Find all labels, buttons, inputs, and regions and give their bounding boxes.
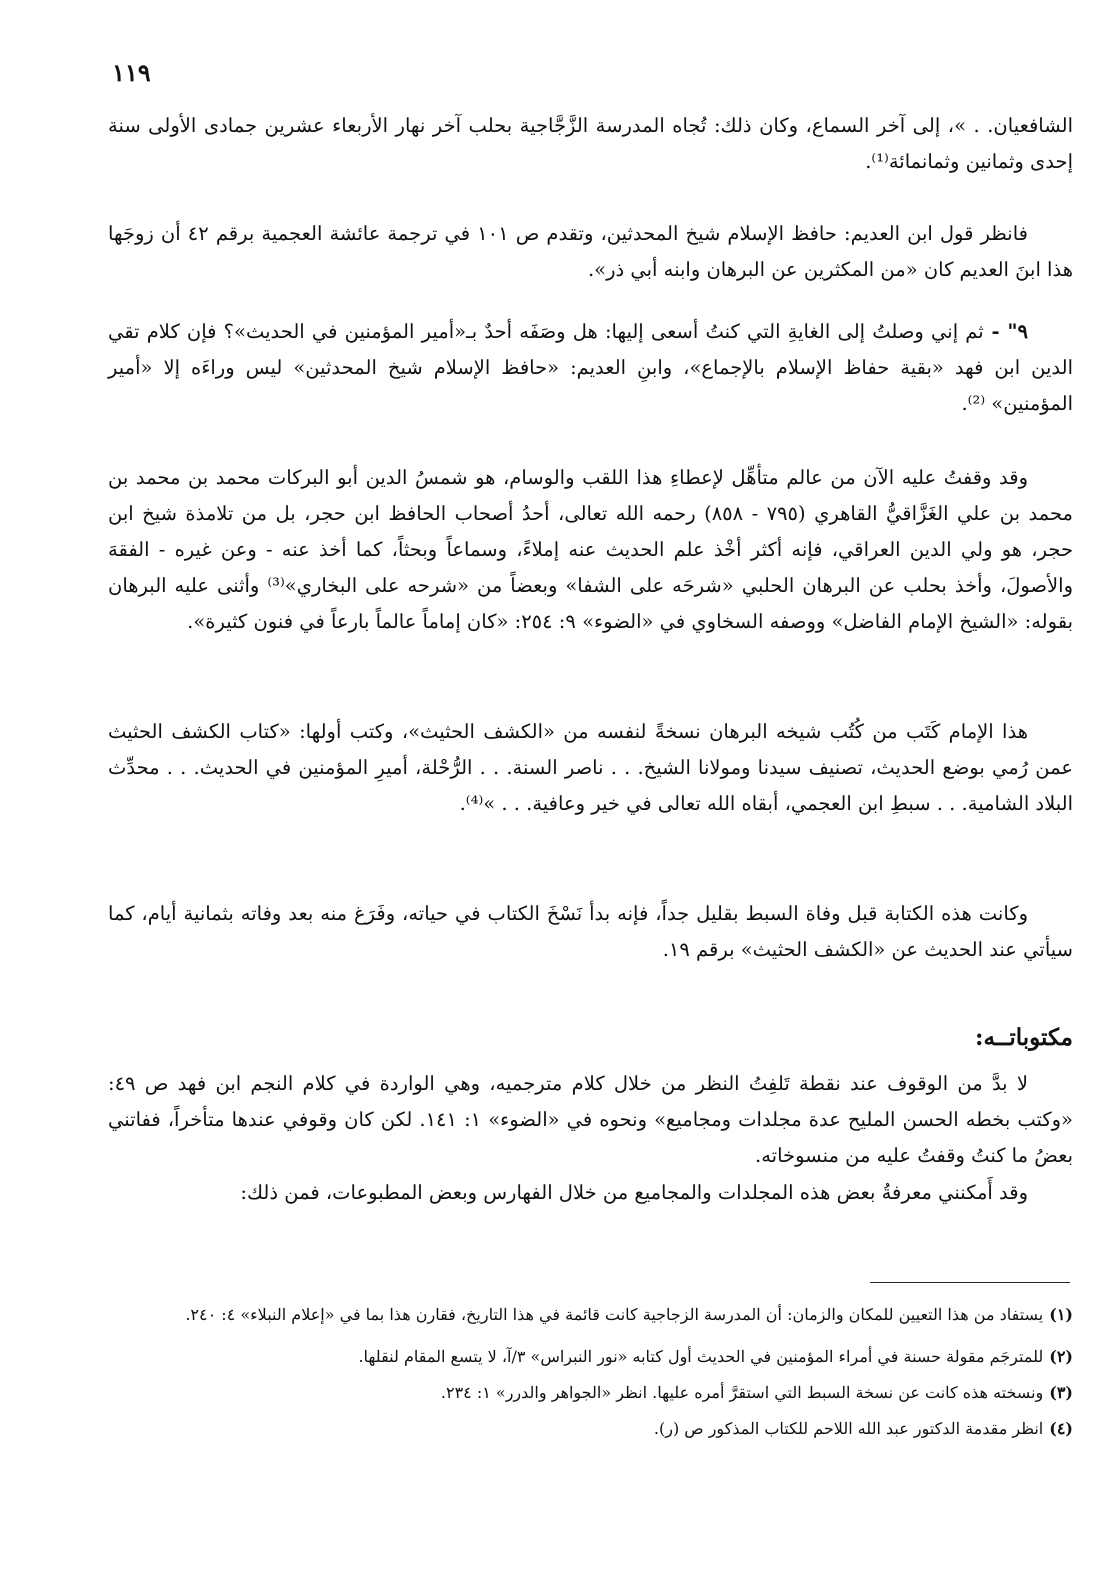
paragraph-2-text: فانظر قول ابن العديم: حافظ الإسلام شيخ المحدثين، وتقدم ص ١٠١ في ترجمة عائشة العجمية برقم ٤٢ أن زوجَها هذا ابنَ العديم كان «من المكثرين عن البرهان وابنه أبي ذر». xyxy=(108,222,1073,281)
paragraph-3 xyxy=(108,314,1073,422)
paragraph-5-text: هذا الإمام كَتَب من كُتُب شيخه البرهان نسخةً لنفسه من «الكشف الحثيث»، وكتب أولها: «كتاب الكشف الحثيث عمن رُمي بوضع الحديث، تصنيف سيدنا ومولانا الشيخ. . . ناصر السنة. . . الرُّحْلة، أميرِ المؤمنين في الحديث. . . محدِّث البلاد الشامية. . . سبطِ ابن العجمي، أبقاه الله تعالى في خير وعافية. . . »⁽⁴⁾. xyxy=(108,720,1073,815)
footnote-text: يستفاد من هذا التعيين للمكان والزمان: أن المدرسة الزجاجية كانت قائمة في هذا التاريخ، فقارن هذا بما في «إعلام النبلاء» ٤: ٢٤٠. xyxy=(185,1305,1044,1324)
paragraph-6 xyxy=(108,896,1073,968)
paragraph-8-text: وقد أَمكنني معرفةُ بعض هذه المجلدات والمجاميع من خلال الفهارس وبعض المطبوعات، فمن ذلك: xyxy=(240,1181,1028,1204)
paragraph-1 xyxy=(108,108,1073,180)
footnote xyxy=(108,1300,1073,1330)
page-number: ١١٩ xyxy=(112,58,151,87)
footnote-text: انظر مقدمة الدكتور عبد الله اللاحم للكتاب المذكور ص (ر). xyxy=(653,1419,1044,1438)
paragraph-2 xyxy=(108,216,1073,288)
paragraph-7-text: لا بدَّ من الوقوف عند نقطة تَلفِتُ النظر من خلال كلام مترجميه، وهي الواردة في كلام النجم ابن فهد ص ٤٩: «وكتب بخطه الحسن المليح عدة مجلدات ومجاميع» ونحوه في «الضوء» ١: ١٤١. لكن كان وقوفي عندها متأخراً، ففاتني بعضُ ما كنتُ وقفتُ عليه من منسوخاته. xyxy=(108,1072,1073,1167)
footnote-text: ونسخته هذه كانت عن نسخة السبط التي استقرَّ أمره عليها. انظر «الجواهر والدرر» ١: ٢٣٤. xyxy=(440,1383,1044,1402)
footnote xyxy=(108,1342,1073,1372)
paragraph-5 xyxy=(108,714,1073,822)
paragraph-6-text: وكانت هذه الكتابة قبل وفاة السبط بقليل جداً، فإنه بدأ نَسْخَ الكتاب في حياته، وفَرَغ منه بعد وفاته بثمانية أيام، كما سيأتي عند الحديث عن «الكشف الحثيث» برقم ١٩. xyxy=(108,902,1073,961)
paragraph-8 xyxy=(108,1175,1073,1211)
footnote-divider xyxy=(870,1282,1070,1283)
paragraph-3-text: ثم إني وصلتُ إلى الغايةِ التي كنتُ أسعى إليها: هل وصَفَه أحدٌ بـ«أمير المؤمنين في الحديث»؟ فإن كلام تقي الدين ابن فهد «بقية حفاظ الإسلام بالإجماع»، وابنِ العديم: «حافظ الإسلام شيخ المحدثين» ليس وراءَه إلا «أمير المؤمنين» ⁽²⁾. xyxy=(108,320,1073,415)
entry-number: ٩" - xyxy=(983,320,1028,343)
footnote-number: (٣) xyxy=(1049,1383,1073,1402)
paragraph-7 xyxy=(108,1066,1073,1174)
section-heading: مكتوباتــه: xyxy=(975,1024,1073,1051)
footnotes xyxy=(108,1300,1073,1444)
footnote xyxy=(108,1378,1073,1408)
paragraph-1-text: الشافعيان. . »، إلى آخر السماع، وكان ذلك: تُجاه المدرسة الزَّجَّاجية بحلب آخر نهار الأربعاء عشرين جمادى الأولى سنة إحدى وثمانين وثمانمائة⁽¹⁾. xyxy=(108,114,1073,173)
paragraph-4 xyxy=(108,460,1073,640)
footnote xyxy=(108,1414,1073,1444)
footnote-number: (٢) xyxy=(1049,1347,1073,1366)
footnote-text: للمترجَم مقولة حسنة في أمراء المؤمنين في الحديث أول كتابه «نور النبراس» ٣/آ، لا يتسع المقام لنقلها. xyxy=(358,1347,1044,1366)
paragraph-4-text: وقد وقفتُ عليه الآن من عالم متأهِّل لإعطاءِ هذا اللقب والوسام، هو شمسُ الدين أبو البركات محمد بن محمد بن محمد بن علي الغَزَّاقيُّ القاهري (٧٩٥ - ٨٥٨) رحمه الله تعالى، أحدُ أصحاب الحافظ ابن حجر، بل من تلامذة شيخ ابن حجر، هو ولي الدين العراقي، فإنه أكثر أخْذ علم الحديث عنه إملاءً، وسماعاً وبحثاً، كما أخذ عنه - وعن غيره - الفقهَ والأصولَ، وأخذ بحلب عن البرهان الحلبي «شرحَه على الشفا» وبعضاً من «شرحه على البخاري»⁽³⁾ وأثنى عليه البرهان بقوله: «الشيخ الإمام الفاضل» ووصفه السخاوي في «الضوء» ٩: ٢٥٤: «كان إماماً عالماً بارعاً في فنون كثيرة». xyxy=(108,466,1073,633)
footnote-number: (١) xyxy=(1049,1305,1073,1324)
footnote-number: (٤) xyxy=(1049,1419,1073,1438)
